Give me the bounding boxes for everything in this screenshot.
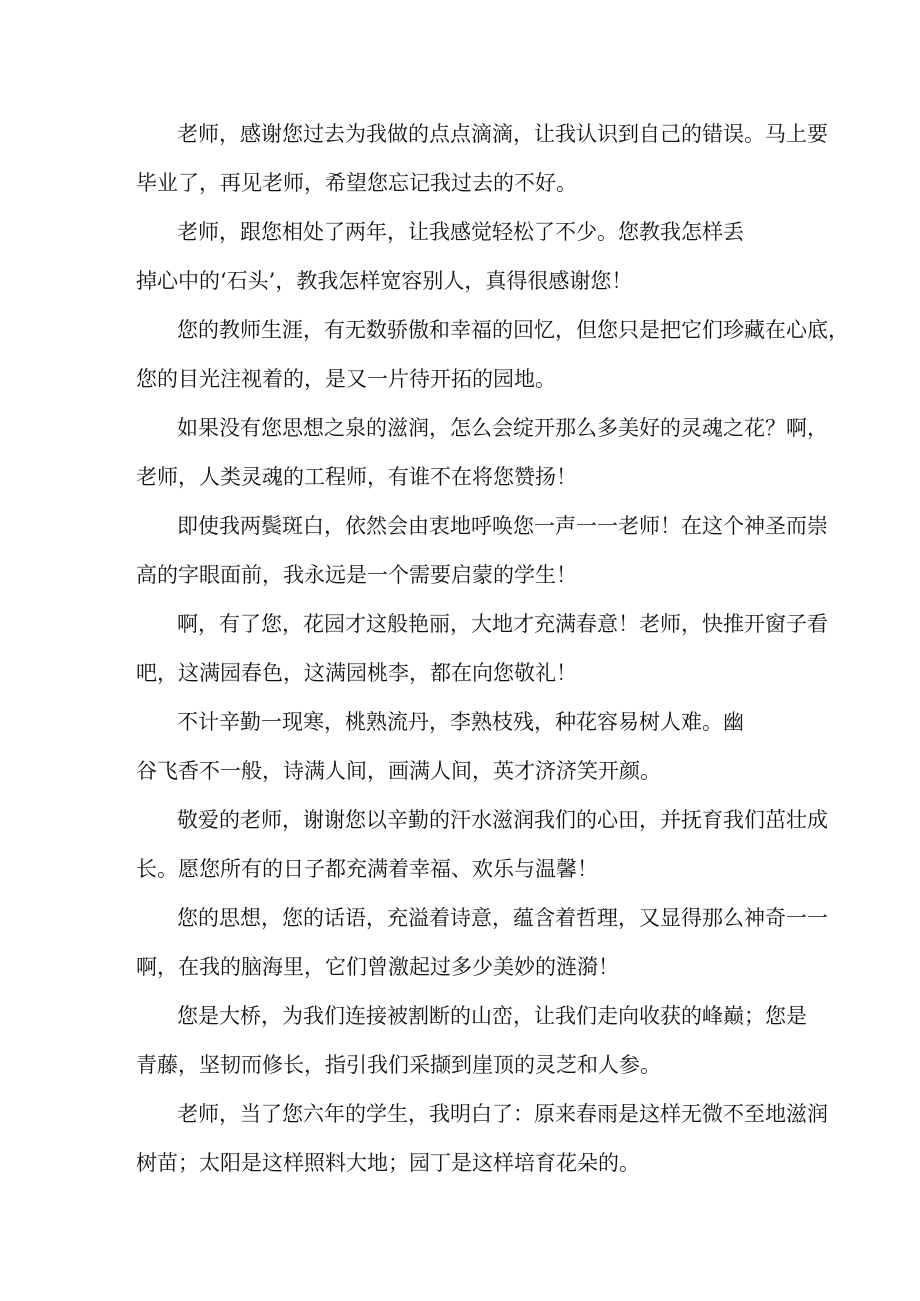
paragraph-line: 高的字眼面前，我永远是一个需要启蒙的学生！ bbox=[136, 563, 577, 587]
paragraph bbox=[136, 211, 796, 309]
paragraph bbox=[136, 407, 828, 505]
paragraph-line: 如果没有您思想之泉的滋润，怎么会绽开那么多美好的灵魂之花？啊， bbox=[177, 416, 828, 440]
paragraph-line: 您的目光注视着的，是又一片待开拓的园地。 bbox=[136, 367, 556, 391]
document-body bbox=[136, 113, 849, 1191]
paragraph-line: 老师，跟您相处了两年，让我感觉轻松了不少。您教我怎样丢 bbox=[177, 220, 744, 244]
paragraph-line: 老师，人类灵魂的工程师，有谁不在将您赞扬！ bbox=[136, 465, 577, 489]
paragraph-line: 树苗；太阳是这样照料大地；园丁是这样培育花朵的。 bbox=[136, 1151, 640, 1175]
paragraph bbox=[136, 1093, 828, 1191]
paragraph-line: 啊，在我的脑海里，它们曾激起过多少美妙的涟漪！ bbox=[136, 955, 619, 979]
paragraph-line: 您是大桥，为我们连接被割断的山峦，让我们走向收获的峰巅；您是 bbox=[177, 1004, 807, 1028]
paragraph-line: 即使我两鬓斑白，依然会由衷地呼唤您一声一一老师！在这个神圣而崇 bbox=[177, 514, 828, 538]
paragraph bbox=[136, 113, 828, 211]
paragraph bbox=[136, 701, 796, 799]
paragraph-line: 老师，感谢您过去为我做的点点滴滴，让我认识到自己的错误。马上要 bbox=[177, 122, 828, 146]
paragraph-line: 啊，有了您，花园才这般艳丽，大地才充满春意！老师，快推开窗子看 bbox=[177, 612, 828, 636]
paragraph-line: 长。愿您所有的日子都充满着幸福、欢乐与温馨！ bbox=[136, 857, 598, 881]
paragraph bbox=[136, 309, 849, 407]
paragraph bbox=[136, 897, 828, 995]
paragraph-line: 吧，这满园春色，这满园桃李，都在向您敬礼！ bbox=[136, 661, 577, 685]
paragraph bbox=[136, 603, 828, 701]
paragraph-line: 不计辛勤一现寒，桃熟流丹，李熟枝残，种花容易树人难。幽 bbox=[177, 710, 744, 734]
paragraph bbox=[136, 505, 828, 603]
paragraph-line: 敬爱的老师，谢谢您以辛勤的汗水滋润我们的心田，并抚育我们茁壮成 bbox=[177, 808, 828, 832]
paragraph-line: 您的思想，您的话语，充溢着诗意，蕴含着哲理，又显得那么神奇一一 bbox=[177, 906, 828, 930]
paragraph-line: 青藤，坚韧而修长，指引我们采撷到崖顶的灵芝和人参。 bbox=[136, 1053, 661, 1077]
paragraph-line: 谷飞香不一般，诗满人间，画满人间，英才济济笑开颜。 bbox=[136, 759, 661, 783]
paragraph-line: 毕业了，再见老师，希望您忘记我过去的不好。 bbox=[136, 171, 577, 195]
paragraph-line: 掉心中的‘石头’，教我怎样宽容别人，真得很感谢您！ bbox=[136, 269, 633, 293]
paragraph-line: 老师，当了您六年的学生，我明白了：原来春雨是这样无微不至地滋润 bbox=[177, 1102, 828, 1126]
paragraph bbox=[136, 799, 828, 897]
paragraph-line: 您的教师生涯，有无数骄傲和幸福的回忆，但您只是把它们珍藏在心底， bbox=[177, 318, 849, 342]
paragraph bbox=[136, 995, 807, 1093]
